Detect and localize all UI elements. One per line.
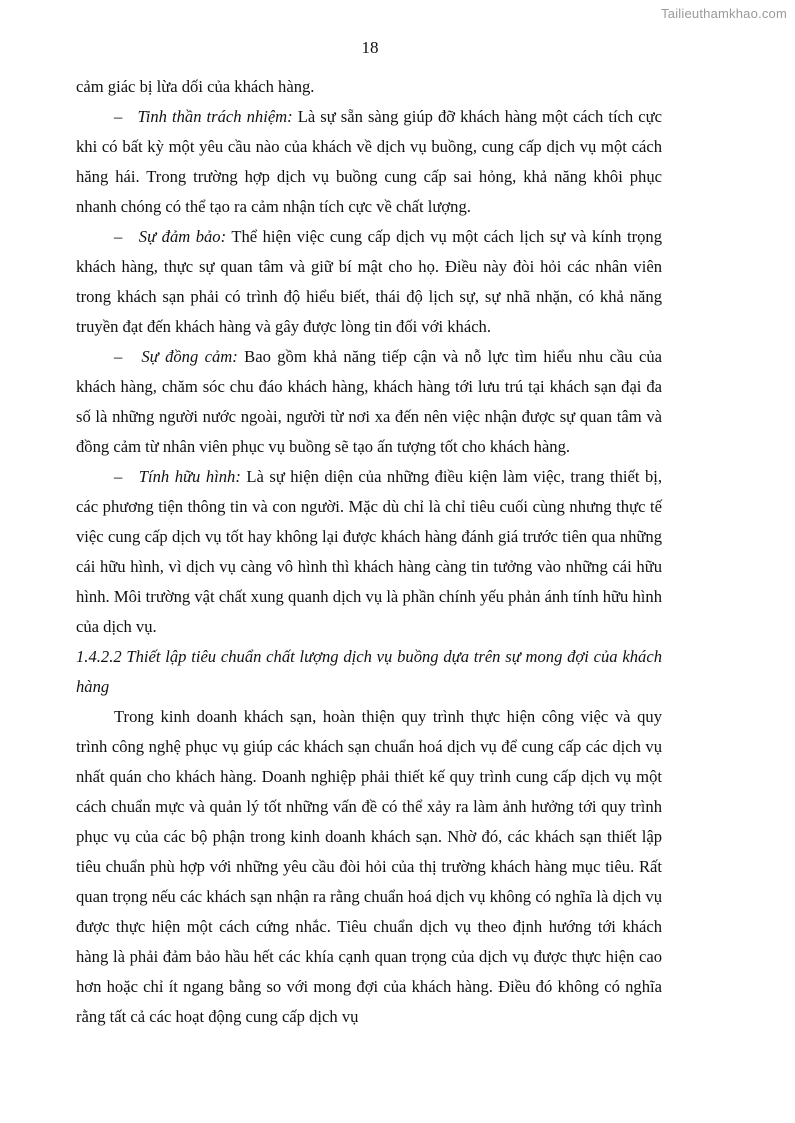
term-assurance: Sự đảm bảo: [138,227,227,246]
section-heading: 1.4.2.2 Thiết lập tiêu chuẩn chất lượng dịch vụ buồng dựa trên sự mong đợi của khách hàng [76,647,662,696]
bullet-dash: – [114,227,123,246]
page-number: 18 [361,38,379,57]
watermark-text: Tailieuthamkhao.com [661,6,787,21]
term-responsibility: Tinh thần trách nhiệm: [137,107,293,126]
bullet-dash: – [114,467,123,486]
bullet-text: Thể hiện việc cung cấp dịch vụ một cách lịch sự và kính trọng khách hàng, thực sự quan tâm và giữ bí mật cho họ. Điều này đòi hỏi các nhân viên trong khách sạn phải có trình độ hiểu biết, thái độ lịch sự, sự nhã nhặn, có khả năng truyền đạt đến khách hàng và gây được lòng tin đối với khách. [76,227,662,336]
bullet-responsibility [76,102,662,222]
bullet-tangibility [76,462,662,642]
bullet-assurance [76,222,662,342]
term-empathy: Sự đồng cảm: [141,347,238,366]
bullet-text: Là sự hiện diện của những điều kiện làm việc, trang thiết bị, các phương tiện thông tin và con người. Mặc dù chỉ là chỉ tiêu cuối cùng nhưng thực tế việc cung cấp dịch vụ tốt hay không lại được khách hàng đánh giá trước tiên qua những cái hữu hình, vì dịch vụ càng vô hình thì khách hàng càng tin tưởng vào những cái hữu hình. Môi trường vật chất xung quanh dịch vụ là phần chính yếu phản ánh tính hữu hình của dịch vụ. [76,467,662,636]
paragraph-continuation: cảm giác bị lừa dối của khách hàng. [76,77,315,96]
bullet-text: Bao gồm khả năng tiếp cận và nỗ lực tìm hiểu nhu cầu của khách hàng, chăm sóc chu đáo khách hàng, khách hàng tới lưu trú tại khách sạn đại đa số là những người nước ngoài, người từ nơi xa đến nên việc nhận được sự quan tâm và đồng cảm từ nhân viên phục vụ buồng sẽ tạo ấn tượng tốt cho khách hàng. [76,347,662,456]
bullet-dash: – [114,107,123,126]
term-tangibility: Tính hữu hình: [138,467,241,486]
bullet-text: Là sự sẵn sàng giúp đỡ khách hàng một cách tích cực khi có bất kỳ một yêu cầu nào của khách về dịch vụ buồng, cung cấp dịch vụ một cách hăng hái. Trong trường hợp dịch vụ buồng cung cấp sai hỏng, khả năng khôi phục nhanh chóng có thể tạo ra cảm nhận tích cực về chất lượng. [76,107,662,216]
bullet-dash: – [114,347,123,366]
paragraph-body: Trong kinh doanh khách sạn, hoàn thiện quy trình thực hiện công việc và quy trình công nghệ phục vụ giúp các khách sạn chuẩn hoá dịch vụ để cung cấp các dịch vụ nhất quán cho khách hàng. Doanh nghiệp phải thiết kế quy trình cung cấp dịch vụ một cách chuẩn mực và quản lý tốt những vấn đề có thể xảy ra làm ảnh hưởng tới quy trình phục vụ của các bộ phận trong kinh doanh khách sạn. Nhờ đó, các khách sạn thiết lập tiêu chuẩn phù hợp với những yêu cầu đòi hỏi của thị trường khách hàng mục tiêu. Rất quan trọng nếu các khách sạn nhận ra rằng chuẩn hoá dịch vụ không có nghĩa là dịch vụ được thực hiện một cách cứng nhắc. Tiêu chuẩn dịch vụ theo định hướng tới khách hàng là phải đảm bảo hầu hết các khía cạnh quan trọng của dịch vụ được thực hiện cao hơn hoặc chỉ ít ngang bằng so với mong đợi của khách hàng. Điều đó không có nghĩa rằng tất cả các hoạt động cung cấp dịch vụ [76,707,662,1026]
document-body [76,72,662,1032]
bullet-empathy [76,342,662,462]
